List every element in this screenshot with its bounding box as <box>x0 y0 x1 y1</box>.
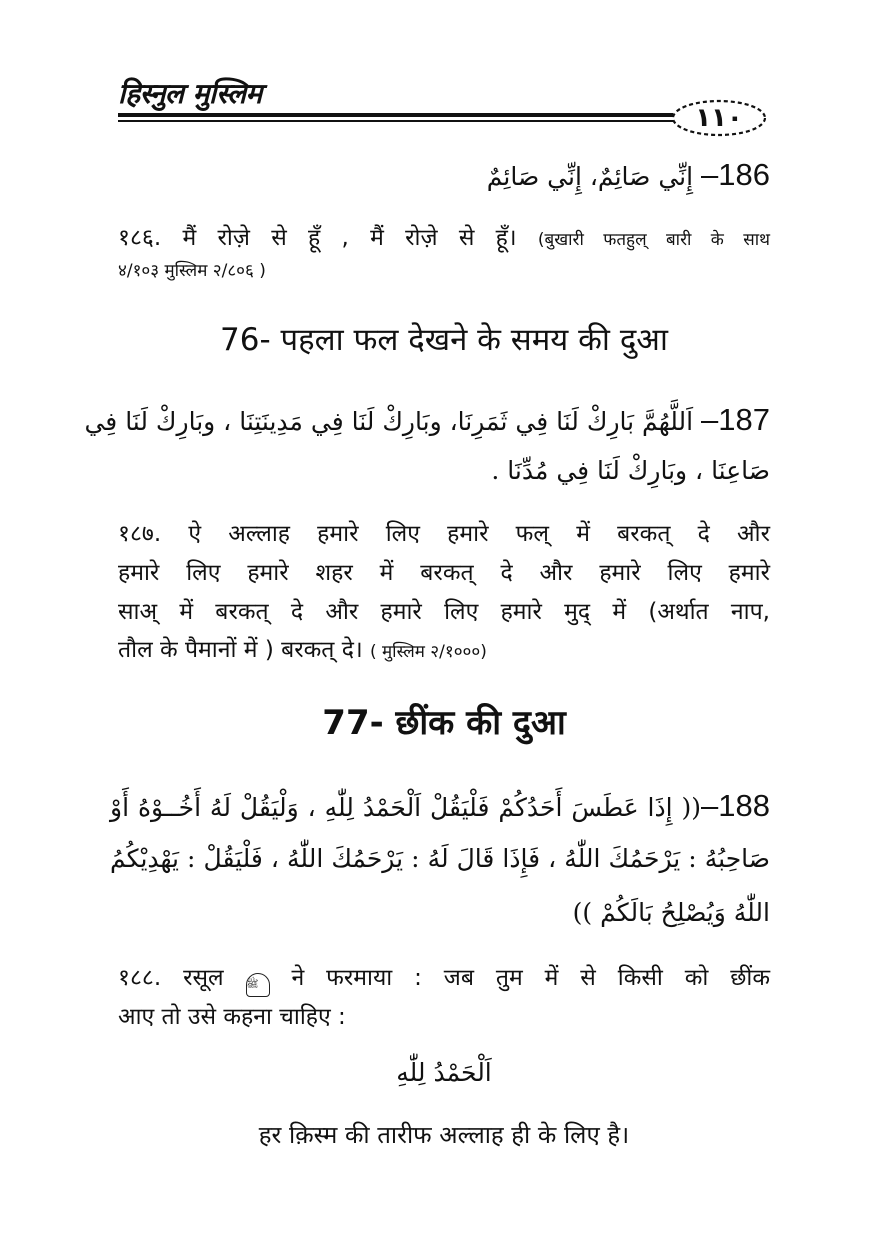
dua-188-arabic-phrase: اَلْحَمْدُ لِلّٰهِ <box>396 1058 492 1087</box>
salawat-seal-icon: ﷺ <box>246 973 270 997</box>
dua-187-number: 187– <box>701 402 770 437</box>
dua-188-arabic-line-1 <box>110 788 770 824</box>
dua-187-arabic-text-1: اَللَّهُمَّ بَارِكْ لَنَا فِي ثَمَرِنَا، وبَارِكْ لَنَا فِي مَدِينَتِنَا ، وبَارِكْ لَنَا فِي <box>84 407 694 436</box>
dua-186-reference: (बुखारी फतहुल् बारी के साथ <box>537 230 770 250</box>
running-header-title: हिस्नुल मुस्लिम <box>118 77 262 110</box>
dua-188-arabic-line-3: اللّٰهُ وَيُصْلِحُ بَالَكُمْ )) <box>572 898 770 927</box>
page-number-badge <box>670 98 768 138</box>
dua-188-hindi-line-1 <box>118 960 770 997</box>
dua-186-translation: १८६. मैं रोज़े से हूँ , मैं रोज़े से हूँ। <box>118 225 538 251</box>
dua-187-hindi-line-3: साअ् में बरकत् दे और हमारे लिए हमारे मुद् में (अर्थात नाप, <box>118 599 770 625</box>
header-rule-thick <box>118 113 673 117</box>
dua-188-arabic-text-1: (( إِذَا عَطَسَ أَحَدُكُمْ فَلْيَقُلْ اَلْحَمْدُ لِلّٰهِ ، وَلْيَقُلْ لَهُ أَخُــوْهُ أَوْ <box>110 793 702 822</box>
dua-187-arabic-line-1 <box>84 402 770 438</box>
dua-188-phrase-translation: हर क़िस्म की तारीफ अल्लाह ही के लिए है। <box>258 1121 630 1149</box>
dua-188-hindi-line-2: आए तो उसे कहना चाहिए : <box>118 1004 346 1030</box>
dua-187-hindi-line-1: १८७. ऐ अल्लाह हमारे लिए हमारे फल् में बरकत् दे और <box>118 521 770 547</box>
dua-187-arabic-line-2: صَاعِنَا ، وبَارِكْ لَنَا فِي مُدِّنَا . <box>491 456 770 485</box>
dua-188-translation-cont: ने फरमाया : जब तुम में से किसी को छींक <box>291 965 771 991</box>
dua-186-hindi-line-1 <box>118 220 770 252</box>
page-number: ١١٠ <box>695 103 743 133</box>
section-76-heading: 76- पहला फल देखने के समय की दुआ <box>220 322 668 358</box>
dua-186-arabic <box>110 157 770 193</box>
dua-186-arabic-text: إِنِّي صَائِمٌ، إِنِّي صَائِمٌ <box>486 162 694 191</box>
dua-188-arabic-line-2: صَاحِبُهُ : يَرْحَمُكَ اللّٰهُ ، فَإِذَا قَالَ لَهُ : يَرْحَمُكَ اللّٰهُ ، فَلْيَقُلْ : يَهْدِيْكُمُ <box>110 844 770 873</box>
dua-186-reference-line-2: ४/१०३ मुस्लिम २/८०६ ) <box>118 261 266 281</box>
header-rule-thin <box>118 120 673 122</box>
dua-187-hindi-line-4 <box>118 632 770 664</box>
dua-188-number: 188– <box>701 788 770 823</box>
dua-187-translation-end: तौल के पैमानों में ) बरकत् दे। <box>118 637 370 663</box>
dua-186-number: 186– <box>701 157 770 192</box>
dua-187-reference: ( मुस्लिम २/१०००) <box>369 642 487 662</box>
dua-187-hindi-line-2: हमारे लिए हमारे शहर में बरकत् दे और हमारे लिए हमारे <box>118 560 770 586</box>
section-77-heading: 77- छींक की दुआ <box>322 703 566 743</box>
dua-188-translation-start: १८८. रसूल <box>118 965 224 991</box>
